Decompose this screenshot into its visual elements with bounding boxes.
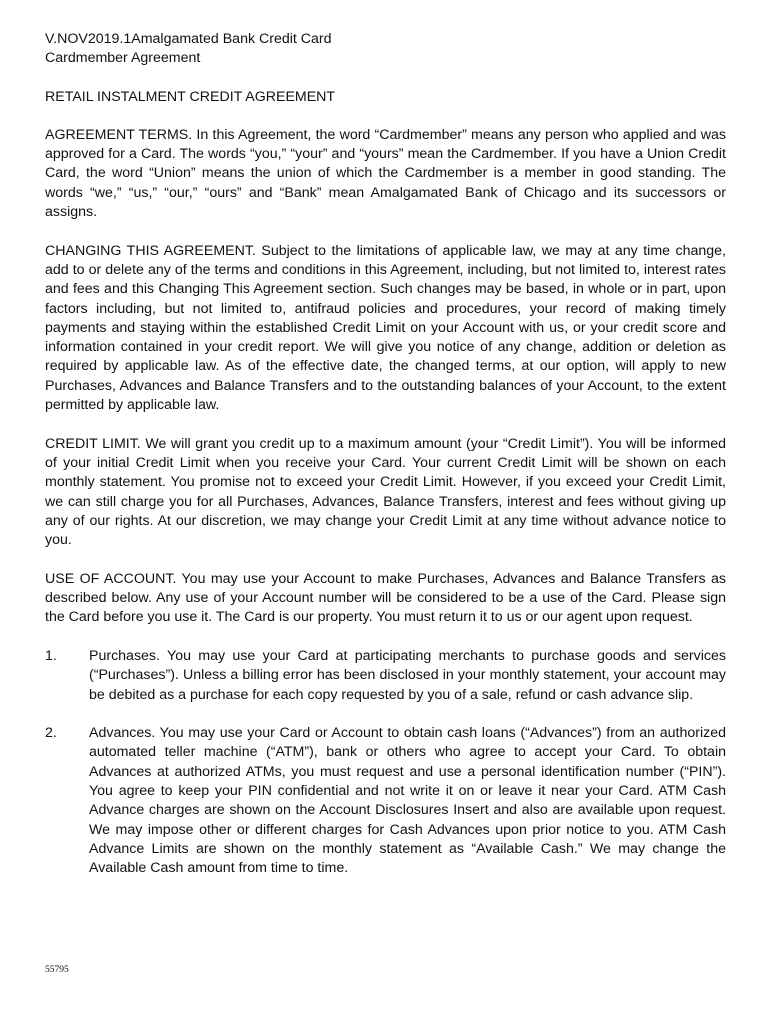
document-version-header: V.NOV2019.1Amalgamated Bank Credit Card (45, 31, 332, 47)
list-item-advances (45, 724, 726, 878)
agreement-page (45, 30, 726, 898)
page-title: RETAIL INSTALMENT CREDIT AGREEMENT (45, 88, 336, 105)
list-item-purchases (45, 647, 726, 705)
section-credit-limit: CREDIT LIMIT. We will grant you credit up to a maximum amount (your “Credit Limit”). You will be informed of your initial Credit Limit when you receive your Card. Your current Credit Limit will be shown on each monthly statement. You promise not to exceed your Credit Limit. However, if you exceed your Credit Limit, we can still charge you for all Purchases, Advances, Balance Transfers, interest and fees without giving up any of our rights. At our discretion, we may change your Credit Limit at any time without advance notice to you. (45, 435, 726, 549)
list-number: 2. (45, 725, 57, 742)
list-item-text: Advances. You may use your Card or Account to obtain cash loans (“Advances”) from an authorized automated teller machine (“ATM”), bank or others who agree to accept your Card. To obtain Advances at authorized ATMs, you must request and use a personal identification number (“PIN”). You agree to keep your PIN confidential and not write it on or leave it near your Card. ATM Cash Advance charges are shown on the Account Disclosures Insert and also are available upon request. We may impose other or different charges for Cash Advances upon prior notice to you. ATM Cash Advance Limits are shown on the monthly statement as “Available Cash.” We may change the Available Cash amount from time to time. (89, 725, 726, 877)
list-number: 1. (45, 647, 57, 664)
document-subtitle: Cardmember Agreement (45, 50, 201, 67)
form-code: 55795 (45, 965, 69, 975)
section-changing-agreement: CHANGING THIS AGREEMENT. Subject to the limitations of applicable law, we may at any time change, add to or delete any of the terms and conditions in this Agreement, including, but not limited to, interest rates and fees and this Changing This Agreement section. Such changes may be based, in whole or in part, upon factors including, but not limited to, antifraud policies and procedures, your record of making timely payments and staying within the established Credit Limit on your Account with us, or your credit score and information contained in your credit report. We will give you notice of any change, addition or deletion as required by applicable law. As of the effective date, the changed terms, at our option, will apply to new Purchases, Advances and Balance Transfers and to the outstanding balances of your Account, to the extent permitted by applicable law. (45, 242, 726, 414)
list-item-text: Purchases. You may use your Card at participating merchants to purchase goods and services (“Purchases”). Unless a billing error has been disclosed in your monthly statement, your account may be debited as a purchase for each copy requested by you of a sale, refund or cash advance slip. (89, 647, 726, 703)
section-use-of-account: USE OF ACCOUNT. You may use your Account to make Purchases, Advances and Balance Transfers as described below. Any use of your Account number will be considered to be a use of the Card. Please sign the Card before you use it. The Card is our property. You must return it to us or our agent upon request. (45, 570, 726, 626)
section-agreement-terms: AGREEMENT TERMS. In this Agreement, the word “Cardmember” means any person who applied and was approved for a Card. The words “you,” “your” and “yours” mean the Cardmember. If you have a Union Credit Card, the word “Union” means the union of which the Cardmember is a member in good standing. The words “we,” “us,” “our,” “ours” and “Bank” mean Amalgamated Bank of Chicago and its successors or assigns. (45, 126, 726, 221)
